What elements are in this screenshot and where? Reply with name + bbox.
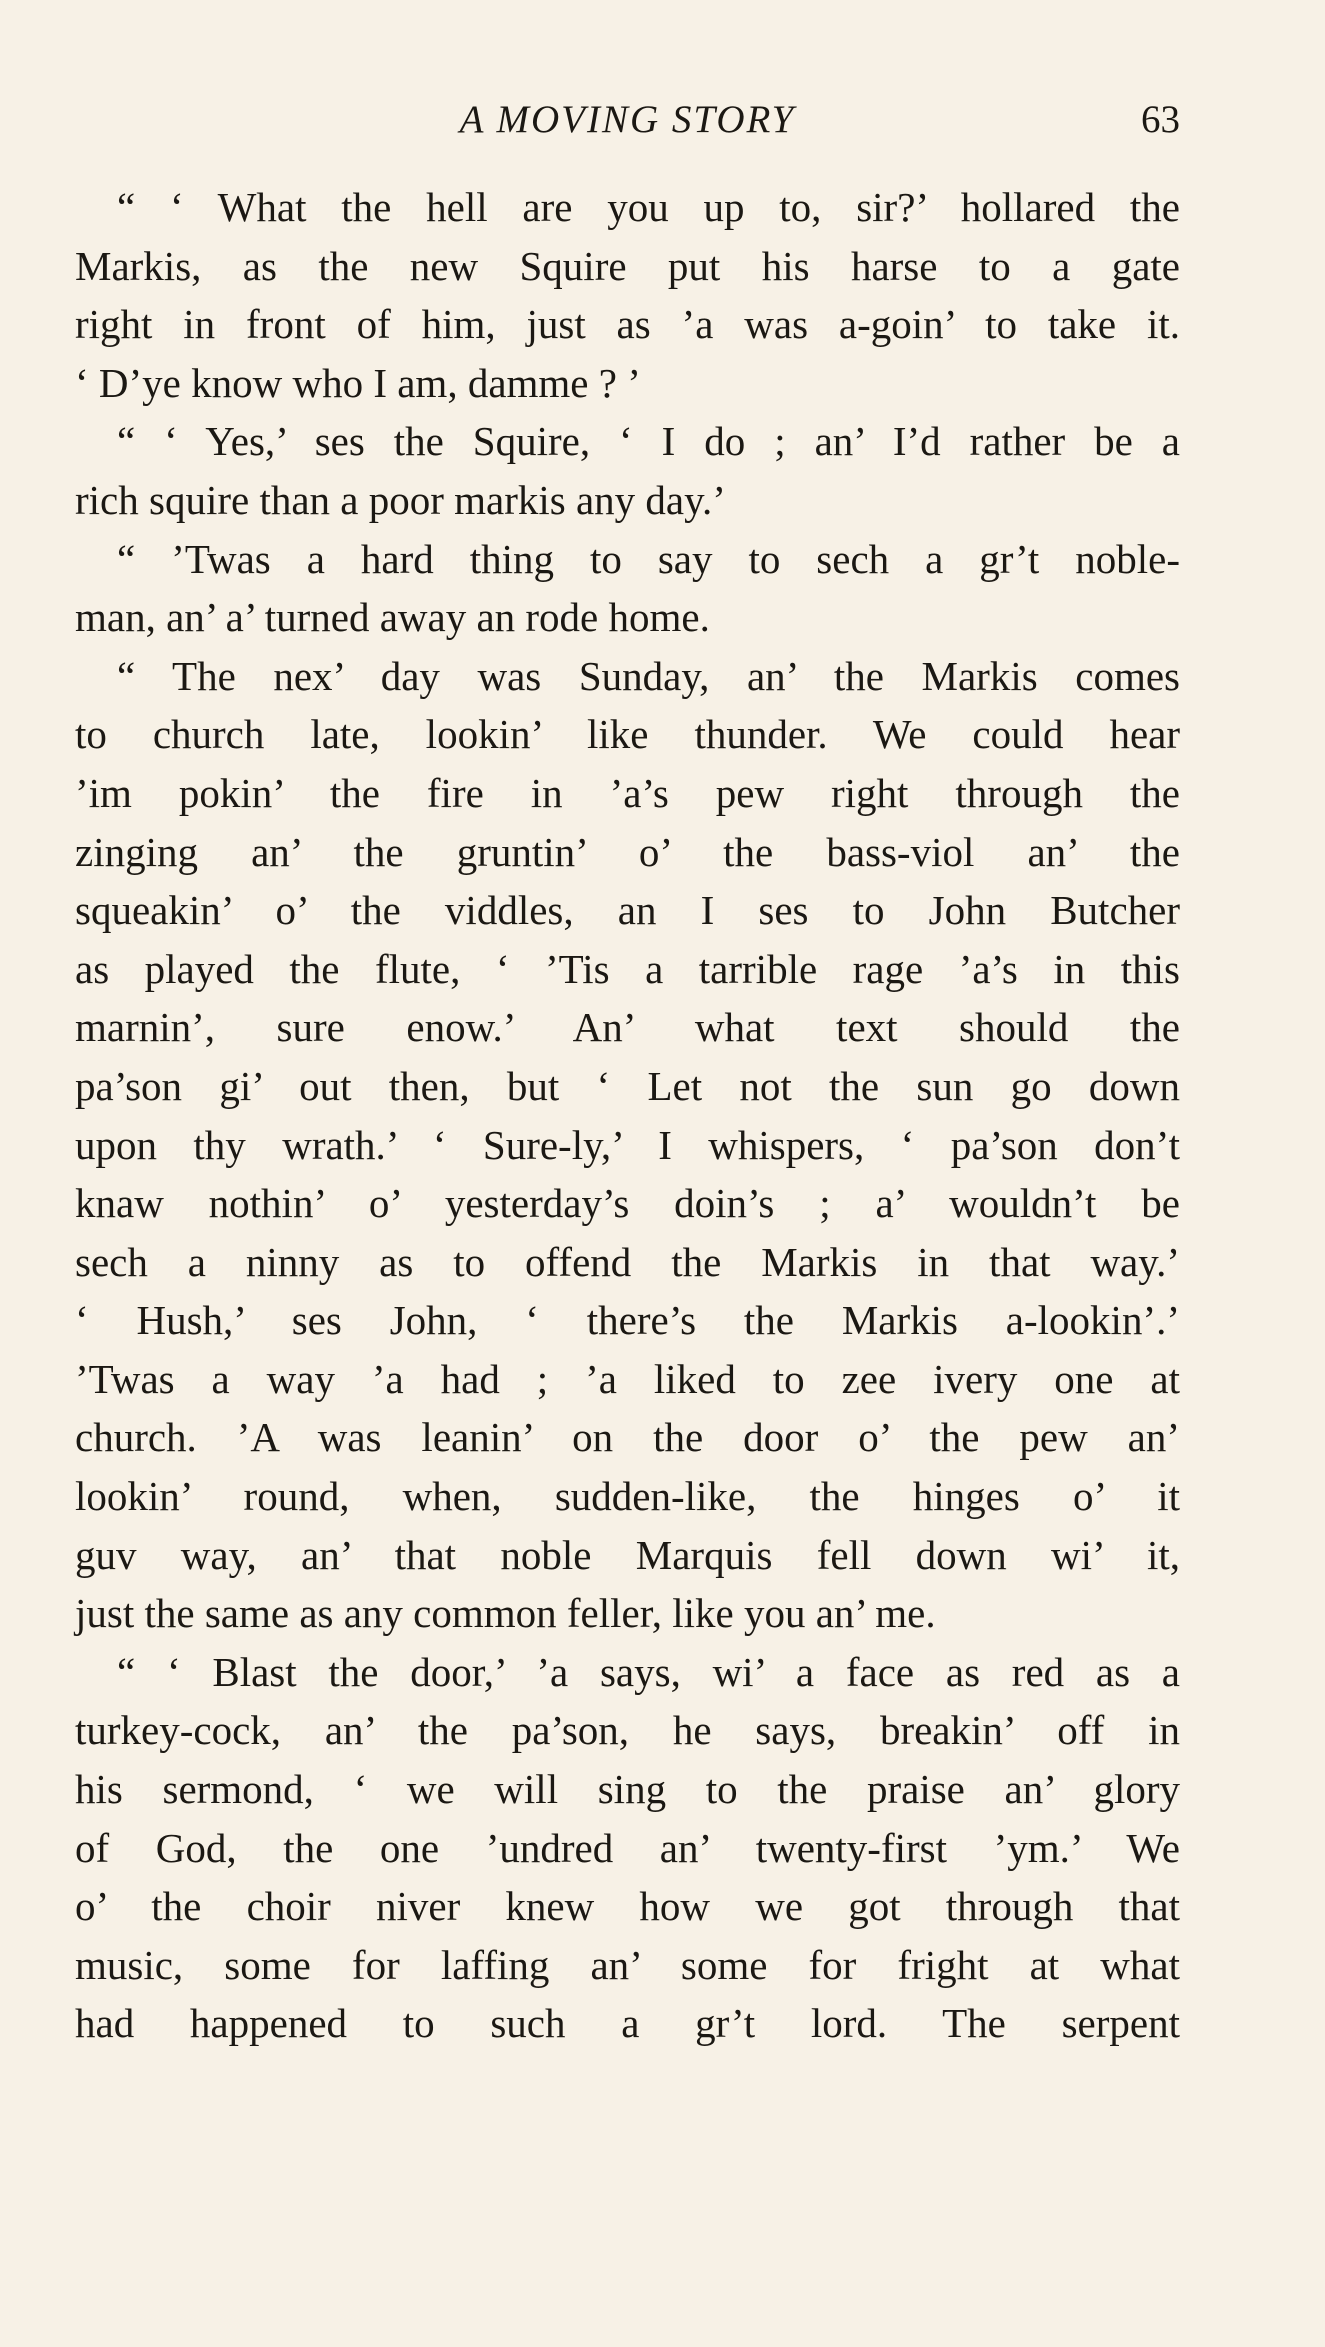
text-line: of God, the one ’undred an’ twenty-first ’ym.’ We	[75, 1824, 1180, 1871]
text-line: “ ‘ What the hell are you up to, sir?’ hollared the	[117, 184, 1180, 230]
text-line: had happened to such a gr’t lord. The serpent	[75, 2000, 1180, 2047]
text-line: church. ’A was leanin’ on the door o’ the pew an’	[75, 1414, 1180, 1461]
text-line: as played the flute, ‘ ’Tis a tarrible rage ’a’s in this	[75, 945, 1180, 992]
text-line: his sermond, ‘ we will sing to the praise an’ glory	[75, 1766, 1180, 1813]
text-line: turkey-cock, an’ the pa’son, he says, breakin’ off in	[75, 1707, 1180, 1754]
text-line: o’ the choir niver knew how we got through that	[75, 1883, 1180, 1930]
text-line: lookin’ round, when, sudden-like, the hinges o’ it	[75, 1473, 1180, 1520]
text-line: “ ’Twas a hard thing to say to sech a gr’t noble-	[117, 535, 1180, 582]
running-title: A MOVING STORY	[459, 98, 796, 141]
text-line: ’Twas a way ’a had ; ’a liked to zee ivery one at	[75, 1355, 1180, 1402]
text-line: “ ‘ Blast the door,’ ’a says, wi’ a face as red as a	[117, 1648, 1180, 1695]
text-line: upon thy wrath.’ ‘ Sure-ly,’ I whispers, ‘ pa’son don’t	[75, 1121, 1180, 1168]
text-line: ‘ Hush,’ ses John, ‘ there’s the Markis a-lookin’.’	[75, 1297, 1180, 1344]
text-line: “ ‘ Yes,’ ses the Squire, ‘ I do ; an’ I’d rather be a	[117, 418, 1180, 465]
text-line: knaw nothin’ o’ yesterday’s doin’s ; a’ wouldn’t be	[75, 1180, 1180, 1227]
page-number: 63	[1141, 98, 1180, 141]
text-line: ‘ D’ye know who I am, damme ? ’	[75, 359, 641, 406]
text-line: marnin’, sure enow.’ An’ what text should the	[75, 1004, 1180, 1051]
text-line: ’im pokin’ the fire in ’a’s pew right through the	[75, 769, 1180, 816]
text-line: zinging an’ the gruntin’ o’ the bass-viol an’ the	[75, 828, 1180, 875]
text-line: guv way, an’ that noble Marquis fell down wi’ it,	[75, 1531, 1180, 1578]
text-line: right in front of him, just as ’a was a-goin’ to take it.	[75, 301, 1180, 348]
body-text	[75, 178, 1180, 2053]
text-line: squeakin’ o’ the viddles, an I ses to John Butcher	[75, 887, 1180, 934]
text-line: man, an’ a’ turned away an rode home.	[75, 594, 710, 641]
text-line: Markis, as the new Squire put his harse to a gate	[75, 242, 1180, 289]
text-line: to church late, lookin’ like thunder. We could hear	[75, 711, 1180, 758]
text-line: music, some for laffing an’ some for fright at what	[75, 1941, 1180, 1988]
text-line: sech a ninny as to offend the Markis in that way.’	[75, 1238, 1180, 1285]
text-line: just the same as any common feller, like you an’ me.	[75, 1590, 936, 1637]
text-line: rich squire than a poor markis any day.’	[75, 476, 726, 523]
running-head	[75, 90, 1180, 150]
text-line: pa’son gi’ out then, but ‘ Let not the sun go down	[75, 1062, 1180, 1109]
text-line: “ The nex’ day was Sunday, an’ the Markis comes	[117, 652, 1180, 699]
